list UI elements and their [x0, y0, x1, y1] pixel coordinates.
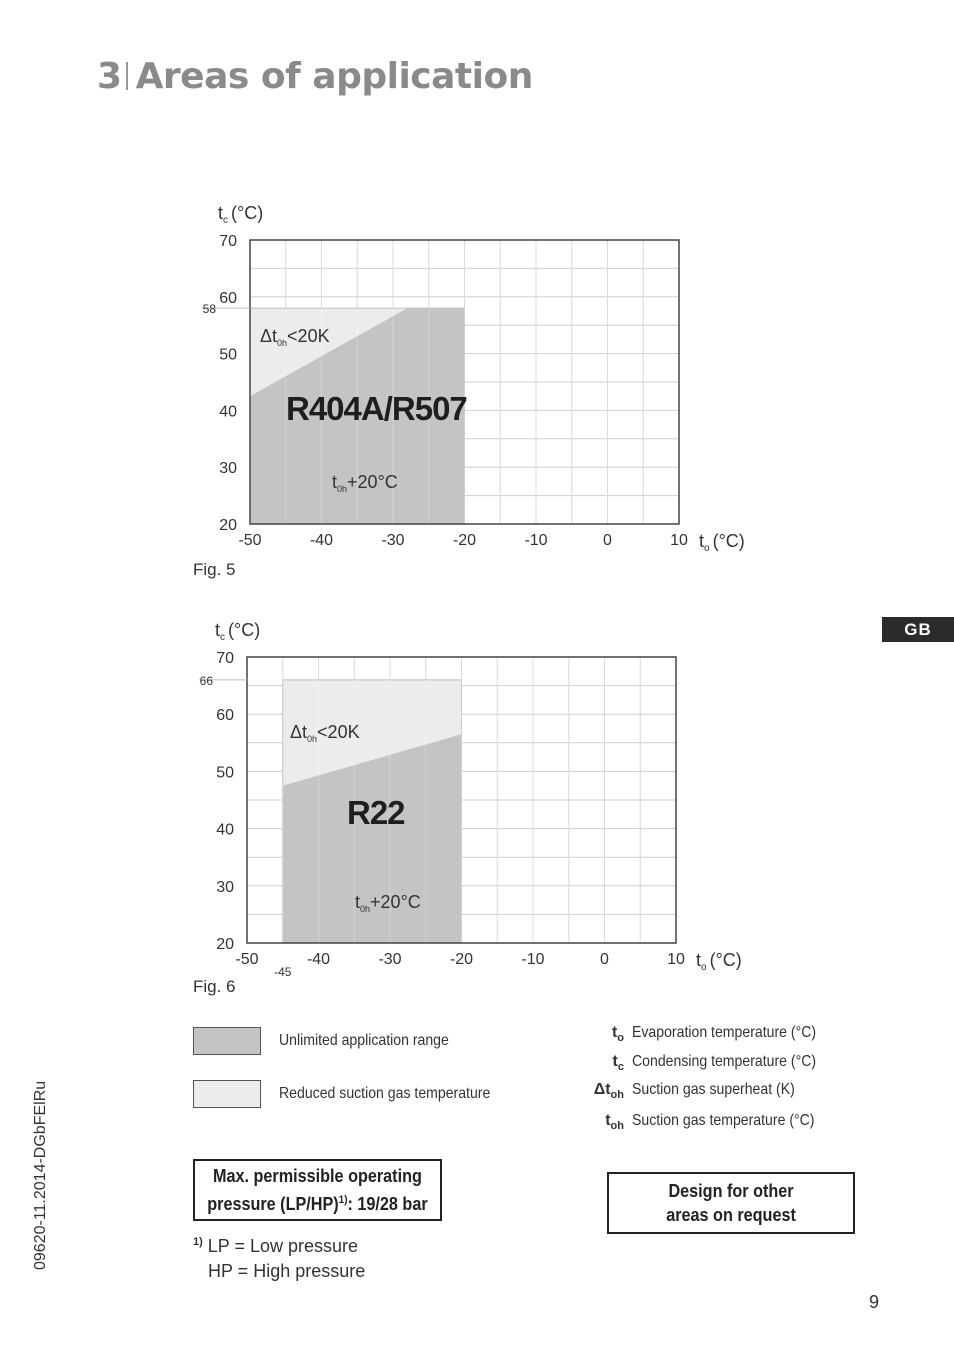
x-tick-label: -50: [238, 532, 262, 549]
y-tick-label: 20: [216, 936, 234, 953]
y-axis-unit: (°C): [231, 203, 264, 223]
legend-swatch-reduced: [193, 1080, 261, 1108]
y-axis-symbol: t: [215, 620, 221, 640]
y-tick-label: 50: [219, 346, 237, 364]
x-tick-label: -10: [521, 951, 545, 968]
title-divider: [126, 62, 128, 90]
chart-fig5: [190, 195, 760, 555]
symbol-description: Suction gas superheat (K): [632, 1081, 795, 1098]
suction-symbol: t: [332, 472, 338, 492]
y-tick-label: 30: [219, 460, 237, 478]
legend-swatch-unlimited: [193, 1027, 261, 1055]
symbol-term: $t_{oh}$: [605, 1112, 624, 1133]
section-number: 3: [97, 56, 122, 97]
x-tick-label: -20: [452, 532, 477, 549]
document-code: 09620-11.2014-DGbFElRu: [32, 1080, 49, 1270]
y-axis-title: [215, 620, 260, 643]
footnote-line1: LP = Low pressure: [207, 1236, 359, 1256]
page-title: [97, 56, 533, 97]
symbol-description: Evaporation temperature (°C): [632, 1024, 817, 1041]
page-number: 9: [869, 1292, 880, 1312]
extra-y-tick-label: 58: [202, 302, 216, 317]
pressure-line2: pressure $(LP/HP)^{1)}$: 19/28 bar: [207, 1194, 428, 1214]
y-tick-label: 70: [219, 233, 237, 250]
symbol-row: [586, 1112, 839, 1132]
y-tick-label: 70: [216, 650, 234, 667]
superheat-subscript: 0h: [277, 338, 288, 348]
x-axis-symbol: t: [696, 950, 702, 970]
y-tick-label: 20: [219, 517, 237, 534]
footnote: [193, 1230, 365, 1284]
y-tick-label: 40: [219, 403, 237, 421]
legend-label-reduced: Reduced suction gas temperature: [279, 1085, 491, 1102]
symbol-row: [586, 1053, 841, 1073]
superheat-condition: <20K: [317, 722, 360, 742]
symbol-row: [586, 1081, 817, 1101]
symbol-term: $t_o$: [611, 1024, 624, 1045]
y-axis-subscript: c: [220, 632, 226, 643]
x-axis-subscript: o: [704, 543, 710, 554]
x-tick-label: 10: [667, 951, 685, 968]
x-axis-subscript: o: [701, 962, 707, 973]
suction-subscript: 0h: [360, 904, 371, 914]
x-tick-label: -30: [378, 951, 402, 968]
x-tick-label: -40: [309, 532, 334, 549]
x-tick-label: -30: [381, 532, 405, 549]
superheat-symbol: Δt: [290, 722, 308, 742]
request-line2: areas on request: [666, 1205, 796, 1225]
suction-subscript: 0h: [337, 484, 348, 494]
legend-label-unlimited: Unlimited application range: [279, 1032, 449, 1049]
refrigerant-label: R22: [347, 794, 405, 831]
footnote-marker: 1): [193, 1236, 203, 1248]
section-title: Areas of application: [135, 56, 533, 97]
y-tick-label: 60: [216, 707, 234, 725]
symbol-description: Suction gas temperature (°C): [632, 1112, 815, 1129]
superheat-label: [260, 326, 330, 348]
superheat-condition: <20K: [287, 326, 330, 346]
x-axis-title: [696, 950, 742, 973]
x-tick-label: -10: [524, 532, 548, 549]
extra-y-tick-label: 66: [199, 673, 213, 688]
pressure-box: [193, 1159, 442, 1221]
symbol-description: Condensing temperature (°C): [632, 1053, 817, 1070]
suction-condition: +20°C: [347, 472, 398, 492]
x-axis-unit: (°C): [709, 950, 742, 970]
symbol-term: $t_c$: [612, 1053, 624, 1074]
x-axis-title: [699, 531, 745, 554]
superheat-label: [290, 722, 360, 744]
x-tick-label: -40: [306, 951, 331, 968]
x-tick-label: -50: [235, 951, 259, 968]
y-tick-label: 50: [216, 764, 234, 782]
language-tab[interactable]: GB: [882, 617, 954, 642]
x-axis-symbol: t: [699, 531, 705, 551]
symbol-term: $\Delta t_{oh}$: [593, 1081, 624, 1102]
request-box: [607, 1172, 855, 1234]
suction-symbol: t: [355, 892, 361, 912]
superheat-subscript: 0h: [307, 734, 318, 744]
y-axis-subscript: c: [223, 215, 229, 226]
fig5-label: Fig. 5: [193, 560, 236, 579]
x-axis-unit: (°C): [712, 531, 745, 551]
y-tick-label: 60: [219, 289, 237, 307]
y-axis-unit: (°C): [228, 620, 261, 640]
pressure-line1: Max. permissible operating: [213, 1166, 422, 1186]
y-axis-symbol: t: [218, 203, 224, 223]
x-tick-label: 0: [603, 532, 612, 549]
x-tick-label: 0: [600, 951, 609, 968]
chart-fig6: [190, 612, 760, 977]
footnote-line2: HP = High pressure: [208, 1261, 366, 1281]
refrigerant-label: R404A/R507: [286, 390, 467, 427]
fig6-label: Fig. 6: [193, 977, 236, 996]
extra-x-tick-label: -45: [274, 965, 292, 977]
y-tick-label: 30: [216, 878, 234, 896]
y-tick-label: 40: [216, 821, 234, 839]
x-tick-label: -20: [449, 951, 474, 968]
symbol-row: [586, 1024, 841, 1044]
superheat-symbol: Δt: [260, 326, 278, 346]
x-tick-label: 10: [670, 532, 688, 549]
suction-condition: +20°C: [370, 892, 421, 912]
y-axis-title: [218, 203, 263, 226]
request-line1: Design for other: [668, 1181, 794, 1201]
